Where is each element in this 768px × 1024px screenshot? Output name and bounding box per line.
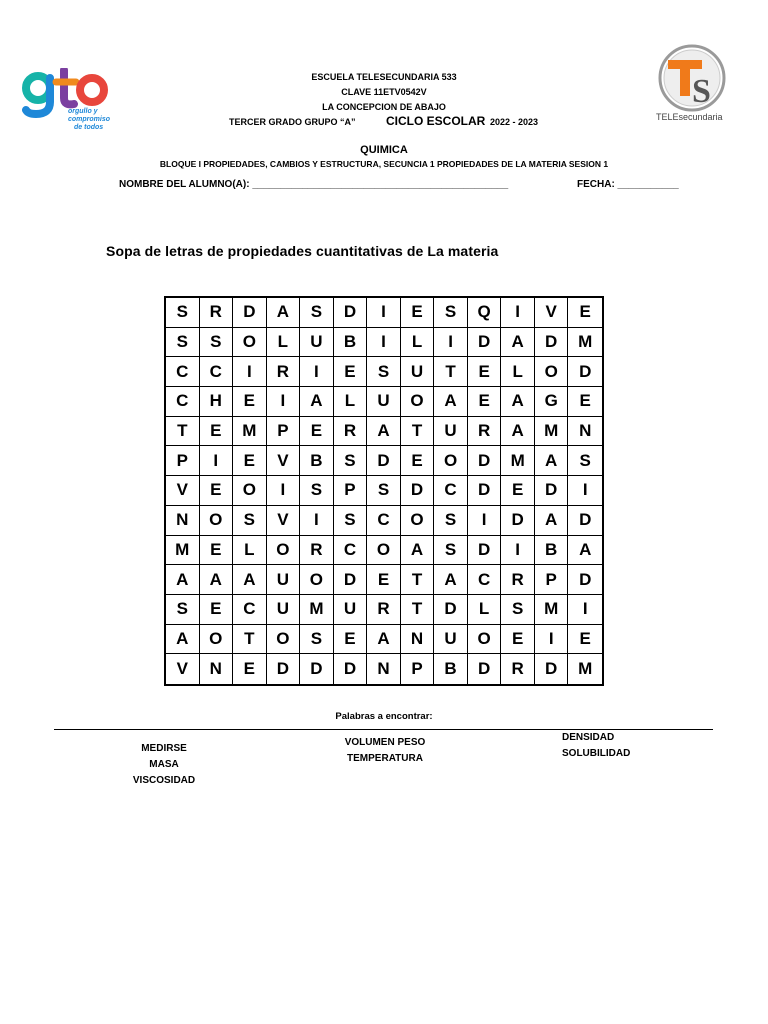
grid-cell[interactable]: O [535, 357, 569, 387]
grid-cell[interactable]: L [468, 595, 502, 625]
grid-cell[interactable]: I [568, 595, 602, 625]
grid-cell[interactable]: D [468, 476, 502, 506]
grid-cell[interactable]: C [166, 387, 200, 417]
student-name-field[interactable]: NOMBRE DEL ALUMNO(A): ______________________________________________ [119, 179, 509, 190]
grid-cell[interactable]: D [568, 506, 602, 536]
grid-cell[interactable]: R [501, 654, 535, 684]
grid-cell[interactable]: D [501, 506, 535, 536]
grid-cell[interactable]: N [568, 417, 602, 447]
grid-cell[interactable]: D [535, 328, 569, 358]
grid-cell[interactable]: A [501, 387, 535, 417]
grid-cell[interactable]: I [300, 506, 334, 536]
grid-cell[interactable]: T [401, 417, 435, 447]
grid-cell[interactable]: T [233, 625, 267, 655]
subject: QUIMICA [360, 144, 408, 156]
grid-cell[interactable]: I [267, 476, 301, 506]
grid-cell[interactable]: E [300, 417, 334, 447]
grid-cell[interactable]: I [367, 298, 401, 328]
grid-cell[interactable]: P [401, 654, 435, 684]
grid-cell[interactable]: N [401, 625, 435, 655]
grid-cell[interactable]: G [535, 387, 569, 417]
grid-cell[interactable]: R [468, 417, 502, 447]
grid-cell[interactable]: D [434, 595, 468, 625]
word-item: SOLUBILIDAD [562, 748, 631, 759]
grid-cell[interactable]: E [568, 387, 602, 417]
grid-cell[interactable]: O [401, 506, 435, 536]
grid-cell[interactable]: V [267, 446, 301, 476]
grid-cell[interactable]: I [501, 298, 535, 328]
grid-cell[interactable]: D [568, 357, 602, 387]
school-location: LA CONCEPCION DE ABAJO [322, 102, 446, 112]
grid-cell[interactable]: U [367, 387, 401, 417]
grid-cell[interactable]: A [300, 387, 334, 417]
grid-cell[interactable]: P [535, 565, 569, 595]
worksheet-title: Sopa de letras de propiedades cuantitativas de La materia [106, 243, 499, 259]
grid-cell[interactable]: A [401, 536, 435, 566]
grid-cell[interactable]: O [267, 625, 301, 655]
grid-cell[interactable]: E [200, 536, 234, 566]
word-item: VOLUMEN PESO [344, 737, 426, 748]
grid-cell[interactable]: O [367, 536, 401, 566]
grid-cell[interactable]: E [334, 357, 368, 387]
date-field[interactable]: FECHA: ___________ [577, 179, 679, 190]
grid-cell[interactable]: D [468, 446, 502, 476]
grid-cell[interactable]: H [200, 387, 234, 417]
grid-cell[interactable]: D [267, 654, 301, 684]
grid-cell[interactable]: O [401, 387, 435, 417]
grid-cell[interactable]: C [367, 506, 401, 536]
word-item: DENSIDAD [562, 732, 615, 743]
grid-cell[interactable]: D [334, 298, 368, 328]
grid-cell[interactable]: A [501, 328, 535, 358]
grid-cell[interactable]: M [535, 595, 569, 625]
word-search-grid[interactable] [164, 296, 604, 686]
grid-cell[interactable]: S [300, 298, 334, 328]
grid-cell[interactable]: M [166, 536, 200, 566]
svg-text:S: S [692, 73, 711, 110]
grid-cell[interactable]: C [468, 565, 502, 595]
grid-cell[interactable]: B [434, 654, 468, 684]
grid-cell[interactable]: N [367, 654, 401, 684]
grid-cell[interactable]: A [535, 446, 569, 476]
grid-cell[interactable]: S [233, 506, 267, 536]
grid-cell[interactable]: E [200, 595, 234, 625]
word-list-column-1 [114, 741, 214, 789]
grid-cell[interactable]: Q [468, 298, 502, 328]
grid-cell[interactable]: S [434, 506, 468, 536]
word-item: TEMPERATURA [347, 753, 423, 764]
grid-cell[interactable]: C [166, 357, 200, 387]
grid-cell[interactable]: L [267, 328, 301, 358]
grid-cell[interactable]: R [300, 536, 334, 566]
grid-cell[interactable]: M [233, 417, 267, 447]
grid-cell[interactable]: A [367, 417, 401, 447]
gto-tagline-line: compromiso [68, 116, 111, 123]
grid-cell[interactable]: E [401, 446, 435, 476]
grid-cell[interactable]: S [300, 476, 334, 506]
grid-cell[interactable]: D [401, 476, 435, 506]
grid-cell[interactable]: E [501, 625, 535, 655]
telesecundaria-wordmark: TELEsecundaria [656, 112, 723, 122]
telesecundaria-logo [654, 44, 736, 124]
grid-cell[interactable]: E [568, 625, 602, 655]
grid-cell[interactable]: D [468, 536, 502, 566]
grid-cell[interactable]: O [200, 506, 234, 536]
grid-cell[interactable]: A [267, 298, 301, 328]
grid-cell[interactable]: E [334, 625, 368, 655]
grid-cell[interactable]: O [200, 625, 234, 655]
grid-cell[interactable]: C [334, 536, 368, 566]
grid-cell[interactable]: E [200, 476, 234, 506]
grid-cell[interactable]: O [434, 446, 468, 476]
grid-cell[interactable]: I [501, 536, 535, 566]
grid-cell[interactable]: L [501, 357, 535, 387]
grid-cell[interactable]: M [568, 328, 602, 358]
grid-cell[interactable]: D [468, 328, 502, 358]
grid-cell[interactable]: D [535, 654, 569, 684]
grid-cell[interactable]: D [334, 565, 368, 595]
grid-cell[interactable]: T [401, 595, 435, 625]
grid-cell[interactable]: U [334, 595, 368, 625]
grid-cell[interactable]: T [401, 565, 435, 595]
grid-cell[interactable]: A [367, 625, 401, 655]
grid-cell[interactable]: V [166, 476, 200, 506]
grid-cell[interactable]: A [501, 417, 535, 447]
grid-cell[interactable]: U [267, 565, 301, 595]
grid-cell[interactable]: L [233, 536, 267, 566]
grid-cell[interactable]: A [535, 506, 569, 536]
grid-cell[interactable]: I [267, 387, 301, 417]
grid-cell[interactable]: S [300, 625, 334, 655]
grid-cell[interactable]: A [568, 536, 602, 566]
grid-cell[interactable]: A [200, 565, 234, 595]
grid-cell[interactable]: P [334, 476, 368, 506]
grid-cell[interactable]: I [233, 357, 267, 387]
grid-cell[interactable]: I [434, 328, 468, 358]
grid-cell[interactable]: U [434, 625, 468, 655]
word-item: MASA [149, 759, 179, 770]
block-description: BLOQUE I PROPIEDADES, CAMBIOS Y ESTRUCTURA, SECUNCIA 1 PROPIEDADES DE LA MATERIA SESION 1 [159, 159, 609, 169]
grid-cell[interactable]: I [535, 625, 569, 655]
grid-cell[interactable]: O [233, 328, 267, 358]
grid-cell[interactable]: U [434, 417, 468, 447]
grid-cell[interactable]: A [434, 565, 468, 595]
grid-cell[interactable]: D [300, 654, 334, 684]
grid-cell[interactable]: L [401, 328, 435, 358]
grid-cell[interactable]: S [166, 328, 200, 358]
grid-cell[interactable]: R [334, 417, 368, 447]
grid-cell[interactable]: V [535, 298, 569, 328]
cycle-label: CICLO ESCOLAR [386, 114, 486, 128]
grid-cell[interactable]: E [568, 298, 602, 328]
grid-cell[interactable]: U [267, 595, 301, 625]
grid-cell[interactable]: I [200, 446, 234, 476]
grid-cell[interactable]: C [200, 357, 234, 387]
grid-cell[interactable]: A [233, 565, 267, 595]
grid-cell[interactable]: E [200, 417, 234, 447]
word-list-column-2 [330, 735, 440, 767]
grid-cell[interactable]: D [535, 476, 569, 506]
grid-cell[interactable]: B [334, 328, 368, 358]
grid-cell[interactable]: D [367, 446, 401, 476]
grid-cell[interactable]: O [468, 625, 502, 655]
grid-cell[interactable]: D [568, 565, 602, 595]
grid-cell[interactable]: R [501, 565, 535, 595]
school-clave: CLAVE 11ETV0542V [341, 87, 427, 97]
grid-cell[interactable]: E [501, 476, 535, 506]
word-item: VISCOSIDAD [132, 775, 196, 786]
grid-cell[interactable]: M [501, 446, 535, 476]
grid-cell[interactable]: E [401, 298, 435, 328]
grid-cell[interactable]: B [300, 446, 334, 476]
grid-cell[interactable]: I [568, 476, 602, 506]
grid-cell[interactable]: S [367, 357, 401, 387]
grid-cell[interactable]: D [468, 654, 502, 684]
words-heading: Palabras a encontrar: [335, 711, 433, 722]
gto-tagline-line: orgullo y [68, 108, 98, 115]
grid-cell[interactable]: M [578, 659, 593, 679]
grid-cell[interactable]: D [334, 654, 368, 684]
grid-cell[interactable]: I [367, 328, 401, 358]
grid-cell[interactable]: E [367, 565, 401, 595]
grid-cell[interactable]: E [468, 387, 502, 417]
grid-cell[interactable]: U [300, 328, 334, 358]
grid-cell[interactable]: R [200, 298, 234, 328]
grid-cell[interactable]: U [401, 357, 435, 387]
grid-cell[interactable]: T [434, 357, 468, 387]
grid-cell[interactable]: S [568, 446, 602, 476]
word-item: MEDIRSE [141, 743, 187, 754]
grid-cell[interactable]: C [233, 595, 267, 625]
grid-cell[interactable]: P [166, 446, 200, 476]
grid-cell[interactable]: M [535, 417, 569, 447]
grid-cell[interactable]: O [267, 536, 301, 566]
grade-group: TERCER GRADO GRUPO “A” [229, 117, 356, 127]
word-list-column-3 [548, 730, 640, 762]
grid-cell[interactable]: P [267, 417, 301, 447]
cycle-years: 2022 - 2023 [490, 117, 539, 127]
grid-cell[interactable]: S [166, 595, 200, 625]
grid-cell[interactable]: C [434, 476, 468, 506]
grid-cell[interactable]: O [233, 476, 267, 506]
grid-cell[interactable]: S [367, 476, 401, 506]
grid-cell[interactable]: V [267, 506, 301, 536]
grid-cell[interactable]: D [233, 298, 267, 328]
grid-cell[interactable]: E [468, 357, 502, 387]
grid-cell[interactable]: S [334, 506, 368, 536]
grid-cell[interactable]: T [166, 417, 200, 447]
grid-cell[interactable]: E [233, 654, 267, 684]
gto-tagline-line: de todos [74, 124, 104, 131]
grid-cell[interactable]: S [434, 298, 468, 328]
grid-cell[interactable]: A [166, 625, 200, 655]
grid-cell[interactable]: S [200, 328, 234, 358]
grid-cell[interactable]: E [233, 446, 267, 476]
grid-cell[interactable]: V [166, 654, 200, 684]
grid-cell[interactable]: E [233, 387, 267, 417]
school-name: ESCUELA TELESECUNDARIA 533 [311, 72, 457, 82]
grid-cell[interactable]: N [166, 506, 200, 536]
grid-cell[interactable]: M [300, 595, 334, 625]
grid-cell[interactable]: L [334, 387, 368, 417]
grid-cell[interactable]: S [501, 595, 535, 625]
grid-cell[interactable]: I [300, 357, 334, 387]
grid-cell[interactable]: A [166, 565, 200, 595]
grid-cell[interactable]: O [300, 565, 334, 595]
grid-cell[interactable]: I [468, 506, 502, 536]
grid-cell[interactable]: A [434, 387, 468, 417]
grid-cell[interactable]: R [367, 595, 401, 625]
grid-cell[interactable]: R [267, 357, 301, 387]
grid-cell[interactable]: S [334, 446, 368, 476]
grid-cell[interactable]: S [166, 298, 200, 328]
grid-cell[interactable]: B [535, 536, 569, 566]
grid-cell[interactable]: S [434, 536, 468, 566]
grid-cell[interactable]: N [200, 654, 234, 684]
